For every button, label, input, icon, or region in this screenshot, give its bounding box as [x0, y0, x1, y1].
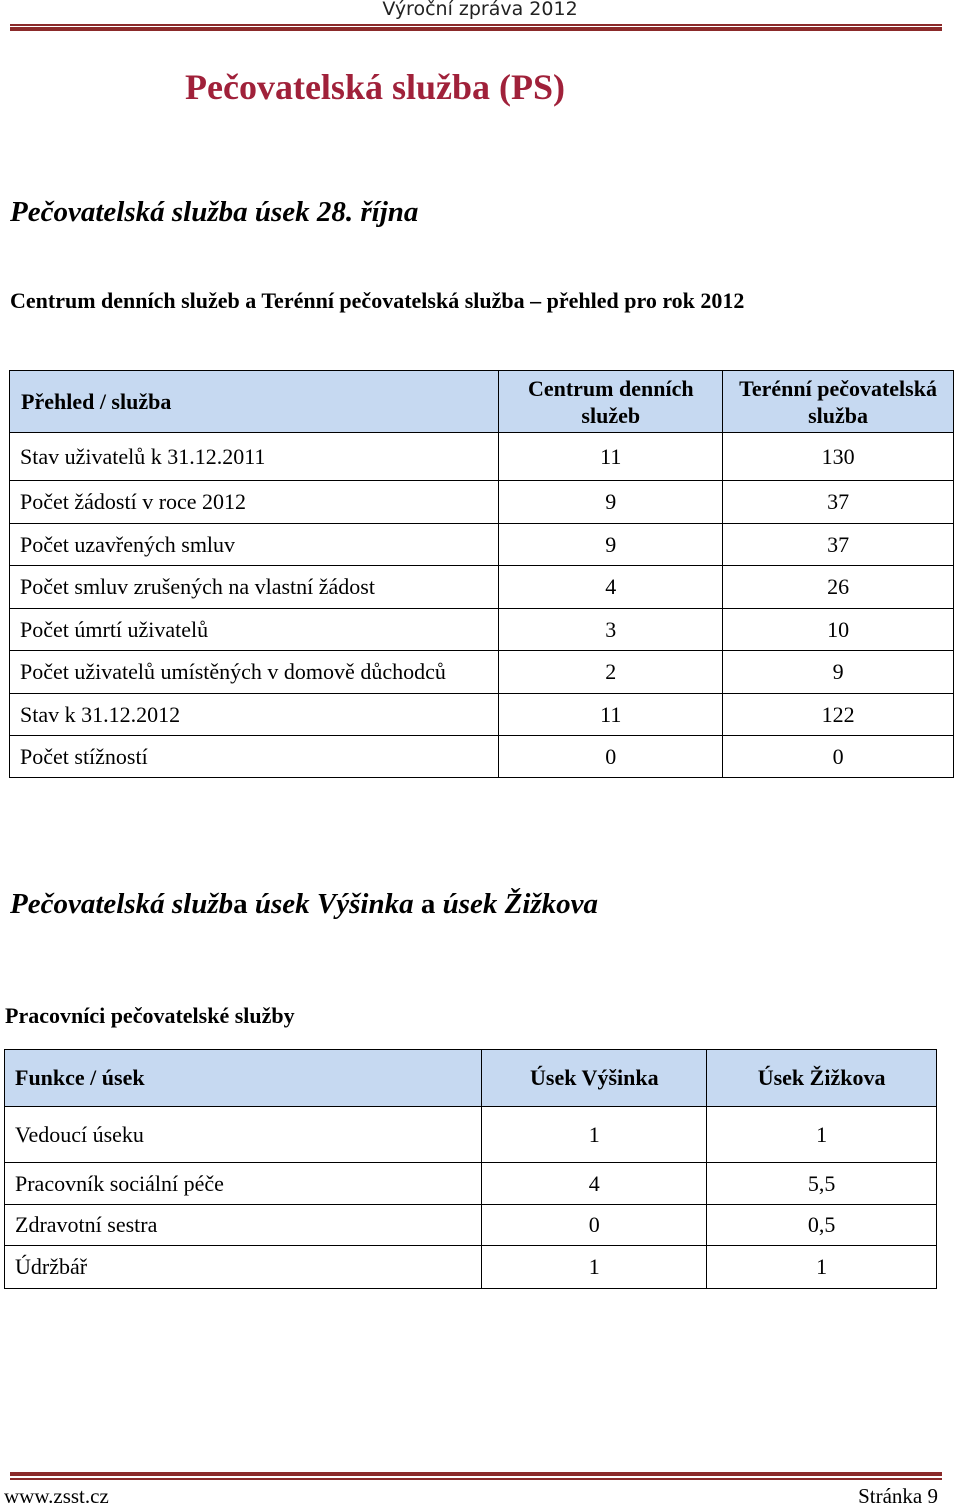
heading-part: úsek Žižkova: [435, 888, 599, 920]
cell-value: 37: [723, 524, 954, 566]
cell-value: 9: [723, 651, 954, 694]
cell-value: 37: [723, 481, 954, 524]
cell-value: 0,5: [707, 1205, 937, 1246]
table-row: [10, 524, 954, 566]
heading-part: Pečovatelská služb: [10, 888, 234, 920]
table-header-cell: Úsek Výšinka: [482, 1050, 707, 1107]
cell-value: 0: [499, 736, 723, 778]
cell-value: 1: [707, 1246, 937, 1289]
table-row: [10, 433, 954, 481]
cell-value: 5,5: [707, 1163, 937, 1205]
header-rule-thin: [10, 24, 942, 26]
row-label: Počet stížností: [10, 736, 499, 778]
table-header-cell: Funkce / úsek: [5, 1050, 482, 1107]
row-label: Počet uzavřených smluv: [10, 524, 499, 566]
cell-value: 1: [707, 1107, 937, 1163]
heading-part: a: [420, 888, 436, 920]
table-row: [10, 481, 954, 524]
cell-value: 122: [723, 694, 954, 736]
cell-value: 2: [499, 651, 723, 694]
row-label: Počet smluv zrušených na vlastní žádost: [10, 566, 499, 609]
heading-part: úsek Výšinka: [247, 888, 421, 920]
section2-heading: [10, 888, 598, 921]
cell-value: 4: [482, 1163, 707, 1205]
row-label: Počet uživatelů umístěných v domově důchodců: [10, 651, 499, 694]
cell-value: 9: [499, 481, 723, 524]
table-header-cell: Centrum denních služeb: [499, 371, 723, 433]
footer-rule-thin: [10, 1478, 942, 1480]
section1-caption: Centrum denních služeb a Terénní pečovatelská služba – přehled pro rok 2012: [10, 288, 745, 313]
footer-rule-thick: [10, 1472, 942, 1476]
cell-value: 0: [723, 736, 954, 778]
table-row: [5, 1246, 937, 1289]
table-row: [5, 1107, 937, 1163]
footer-page-number: Stránka 9: [858, 1484, 938, 1508]
cell-value: 9: [499, 524, 723, 566]
row-label: Počet žádostí v roce 2012: [10, 481, 499, 524]
cell-value: 4: [499, 566, 723, 609]
cell-value: 10: [723, 609, 954, 651]
header-rule-thick: [10, 27, 942, 31]
table-header-cell: Úsek Žižkova: [707, 1050, 937, 1107]
running-header: Výroční zpráva 2012: [382, 0, 578, 20]
row-label: Počet úmrtí uživatelů: [10, 609, 499, 651]
row-label: Pracovník sociální péče: [5, 1163, 482, 1205]
cell-value: 130: [723, 433, 954, 481]
table-row: [10, 694, 954, 736]
table-row: [10, 736, 954, 778]
table-header-cell: Terénní pečovatelská služba: [723, 371, 954, 433]
table-row: [5, 1205, 937, 1246]
section2-caption: Pracovníci pečovatelské služby: [5, 1003, 295, 1028]
row-label: Zdravotní sestra: [5, 1205, 482, 1246]
cell-value: 11: [499, 433, 723, 481]
row-label: Údržbář: [5, 1246, 482, 1289]
cell-value: 3: [499, 609, 723, 651]
cell-value: 11: [499, 694, 723, 736]
table-header-row: [10, 371, 954, 433]
table-row: [10, 566, 954, 609]
staff-table: [4, 1049, 937, 1289]
row-label: Stav uživatelů k 31.12.2011: [10, 433, 499, 481]
table-header-row: [5, 1050, 937, 1107]
overview-table: [9, 370, 954, 778]
cell-value: 26: [723, 566, 954, 609]
cell-value: 1: [482, 1246, 707, 1289]
table-row: [10, 651, 954, 694]
row-label: Vedoucí úseku: [5, 1107, 482, 1163]
cell-value: 1: [482, 1107, 707, 1163]
section1-heading: Pečovatelská služba úsek 28. října: [10, 196, 419, 228]
footer-website: www.zsst.cz: [4, 1484, 109, 1508]
row-label: Stav k 31.12.2012: [10, 694, 499, 736]
table-header-cell: Přehled / služba: [10, 371, 499, 433]
cell-value: 0: [482, 1205, 707, 1246]
table-row: [10, 609, 954, 651]
page-title: Pečovatelská služba (PS): [185, 67, 565, 107]
table-row: [5, 1163, 937, 1205]
heading-part: a: [233, 888, 248, 920]
